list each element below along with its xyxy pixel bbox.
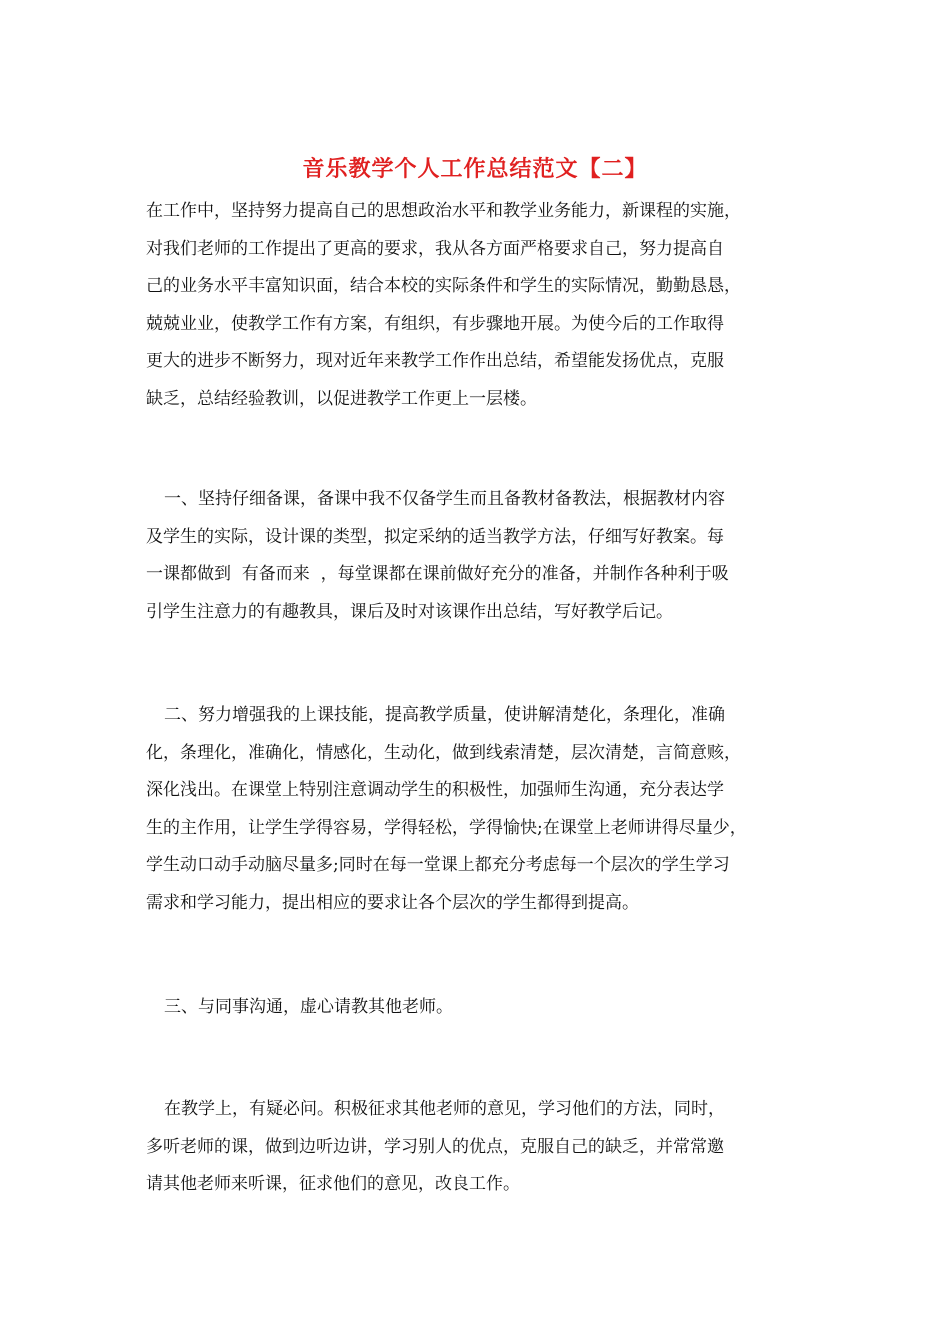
paragraph-section-3-body — [146, 1091, 810, 1204]
paragraph-line: 一课都做到 有备而来 ，每堂课都在课前做好充分的准备，并制作各种利于吸 — [146, 564, 729, 585]
paragraph-line: 二、努力增强我的上课技能，提高教学质量，使讲解清楚化，条理化，准确 — [164, 705, 725, 725]
paragraph-line: 学生动口动手动脑尽量多;同时在每一堂课上都充分考虑每一个层次的学生学习 — [146, 855, 730, 876]
paragraph-line: 引学生注意力的有趣教具，课后及时对该课作出总结，写好教学后记。 — [146, 601, 673, 622]
paragraph-line: 及学生的实际，设计课的类型，拟定采纳的适当教学方法，仔细写好教案。每 — [146, 526, 724, 547]
paragraph-line: 生的主作用，让学生学得容易，学得轻松，学得愉快;在课堂上老师讲得尽量少， — [146, 817, 747, 838]
paragraph-line: 己的业务水平丰富知识面，结合本校的实际条件和学生的实际情况，勤勤恳恳， — [146, 276, 741, 297]
paragraph-line: 兢兢业业，使教学工作有方案，有组织，有步骤地开展。为使今后的工作取得 — [146, 313, 724, 334]
paragraph-line: 三、与同事沟通，虚心请教其他老师。 — [164, 997, 453, 1017]
paragraph-line: 更大的进步不断努力，现对近年来教学工作作出总结，希望能发扬优点，克服 — [146, 351, 724, 372]
document-title: 音乐教学个人工作总结范文【二】 — [302, 156, 648, 182]
paragraph-line: 一、坚持仔细备课，备课中我不仅备学生而且备教材备教法，根据教材内容 — [164, 489, 725, 509]
paragraph-section-1 — [146, 481, 810, 631]
paragraph-line: 对我们老师的工作提出了更高的要求，我从各方面严格要求自己，努力提高自 — [146, 238, 724, 259]
paragraph-intro — [146, 193, 810, 419]
paragraph-line: 在教学上，有疑必问。积极征求其他老师的意见，学习他们的方法，同时， — [164, 1099, 725, 1119]
paragraph-line: 多听老师的课，做到边听边讲，学习别人的优点，克服自己的缺乏，并常常邀 — [146, 1136, 724, 1157]
paragraph-line: 缺乏，总结经验教训，以促进教学工作更上一层楼。 — [146, 388, 537, 409]
paragraph-line: 需求和学习能力，提出相应的要求让各个层次的学生都得到提高。 — [146, 892, 639, 913]
paragraph-line: 化，条理化，准确化，情感化，生动化，做到线索清楚，层次清楚，言简意赅， — [146, 742, 741, 763]
paragraph-line: 深化浅出。在课堂上特别注意调动学生的积极性，加强师生沟通，充分表达学 — [146, 780, 724, 801]
paragraph-line: 在工作中，坚持努力提高自己的思想政治水平和教学业务能力，新课程的实施， — [146, 201, 741, 221]
paragraph-section-3 — [146, 989, 810, 1027]
paragraph-section-2 — [146, 697, 810, 923]
paragraph-line: 请其他老师来听课，征求他们的意见，改良工作。 — [146, 1174, 520, 1195]
